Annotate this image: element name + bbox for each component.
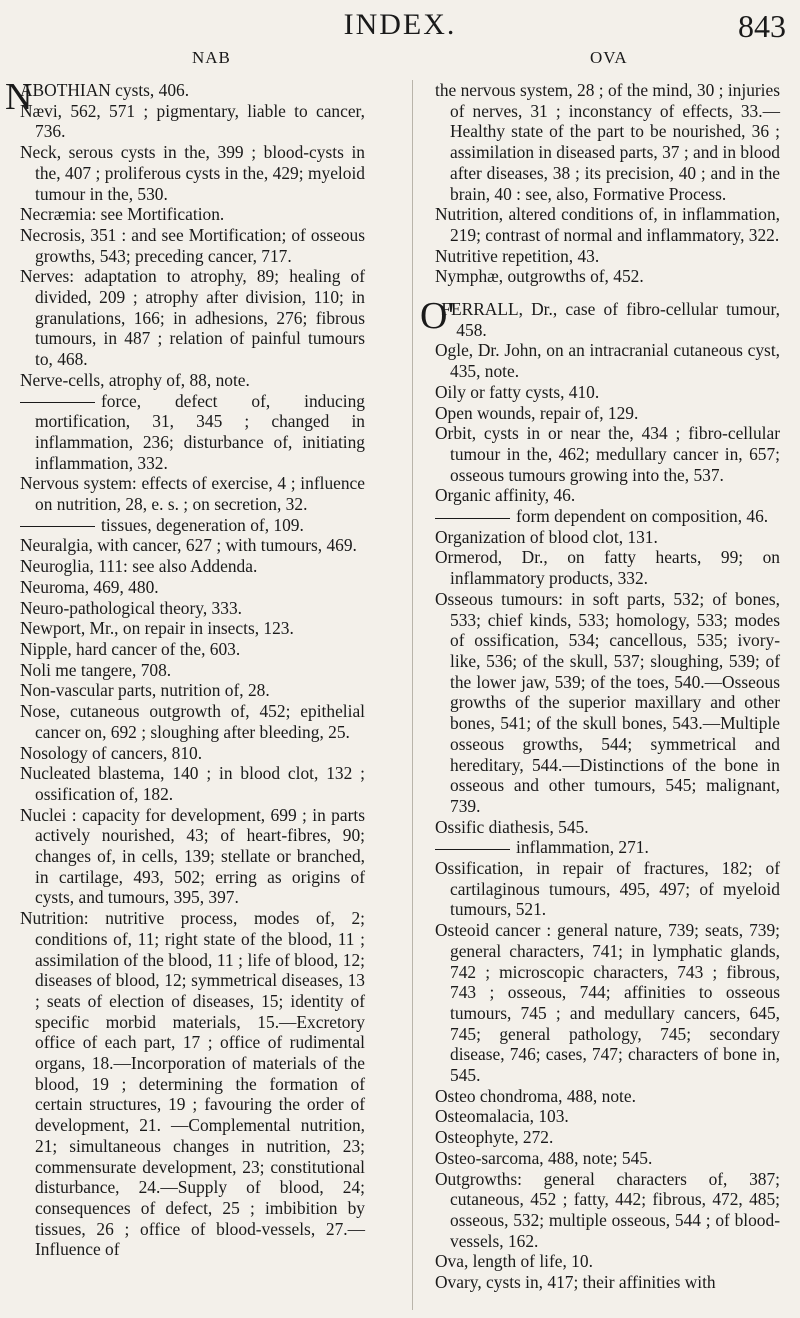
index-entry: Ogle, Dr. John, on an intracranial cutaneous cyst, 435, note.: [435, 340, 780, 382]
subentry-text: force, defect of, inducing mortification, 31, 345 ; changed in inflammation, 236; disturbance of, initiating inflammation, 332.: [35, 390, 365, 473]
index-entry: Non-vascular parts, nutrition of, 28.: [20, 680, 270, 701]
index-entry: Nerve-cells, atrophy of, 88, note.: [20, 369, 250, 390]
index-entry: Nutritive repetition, 43.: [435, 245, 600, 266]
index-entry: Nymphæ, outgrowths of, 452.: [435, 266, 644, 287]
index-entry: Ova, length of life, 10.: [435, 1251, 593, 1272]
ditto-dash: [435, 518, 510, 519]
index-entry: Nutrition: nutritive process, modes of, 2; conditions of, 11; right state of the blood, 11 ; assimilation of the blood, 11 ; life of blood, 12; diseases of blood, 12; symmetrical diseases, 13 ; seats of election of diseases, 15; identity of specific morbid materials, 15.—Excretory office of each part, 17 ; office of rudimental organs, 18.—Incorporation of materials of the blood, 19 ; determining the formation of certain structures, 19 ; favouring the order of development, 21. —Complemental nutrition, 21; simultaneous changes in nutrition, 23; commensurate development, 23; constitutional disturbance, 24.—Supply of blood, 24; consequences of defect, 25 ; imbibition by tissues, 26 ; office of blood-vessels, 27.—Influence of: [20, 908, 365, 1260]
index-entry: Nerves: adaptation to atrophy, 89; healing of divided, 209 ; atrophy after division, 110; in granulations, 166; in adhesions, 276; fibrous tumours, in 487 ; relation of painful tumours to, 468.: [20, 266, 365, 370]
index-entry: Nose, cutaneous outgrowth of, 452; epithelial cancer on, 692 ; sloughing after bleeding, 25.: [20, 701, 365, 742]
index-entry: Oily or fatty cysts, 410.: [435, 381, 600, 402]
index-entry: Outgrowths: general characters of, 387; cutaneous, 452 ; fatty, 442; fibrous, 472, 485; osseous, 532; multiple osseous, 544 ; of blood-vessels, 162.: [435, 1168, 780, 1251]
index-entry: Nævi, 562, 571 ; pigmentary, liable to cancer, 736.: [20, 100, 365, 142]
index-entry: Neuroma, 469, 480.: [20, 576, 159, 597]
ditto-dash: [20, 402, 95, 403]
left-running-head: NAB: [192, 48, 231, 67]
column-divider: [412, 80, 413, 1310]
index-entry: O'FERRALL, Dr., case of fibro-cellular tumour, 458.: [420, 295, 780, 340]
index-entry: Osteomalacia, 103.: [435, 1106, 569, 1127]
index-entry: Neck, serous cysts in the, 399 ; blood-cysts in the, 407 ; proliferous cysts in the, 429; myeloid tumour in the, 530.: [20, 142, 365, 204]
index-entry: Ormerod, Dr., on fatty hearts, 99; on inflammatory products, 332.: [435, 547, 780, 589]
index-entry: Open wounds, repair of, 129.: [435, 402, 639, 423]
index-entry: Noli me tangere, 708.: [20, 659, 172, 680]
index-entry: Ossific diathesis, 545.: [435, 816, 589, 837]
index-entry: Orbit, cysts in or near the, 434 ; fibro-cellular tumour in the, 462; medullary cancer in, 657; osseous tumours growing into the, 537.: [435, 423, 780, 485]
index-entry: Newport, Mr., on repair in insects, 123.: [20, 618, 294, 639]
subentry-text: inflammation, 271.: [516, 837, 649, 858]
right-column: [420, 80, 780, 1293]
left-column: [5, 76, 365, 1260]
page-header: [0, 8, 800, 48]
subentry-text: form dependent on composition, 46.: [516, 506, 769, 527]
letter-gap: [435, 287, 780, 299]
index-entry: Nervous system: effects of exercise, 4 ; influence on nutrition, 28, e. s. ; on secretion, 32.: [20, 473, 365, 515]
index-entry: Osteophyte, 272.: [435, 1127, 554, 1148]
page-number: 843: [738, 8, 786, 44]
index-entry: Nosology of cancers, 810.: [20, 742, 203, 763]
subentry-text: tissues, degeneration of, 109.: [101, 514, 304, 535]
index-entry: Nutrition, altered conditions of, in inflammation, 219; contrast of normal and inflammatory, 322.: [435, 204, 780, 245]
ditto-dash: [435, 849, 510, 850]
index-entry: Necrosis, 351 : and see Mortification; of osseous growths, 543; preceding cancer, 717.: [20, 224, 365, 266]
index-entry: Neuroglia, 111: see also Addenda.: [20, 556, 258, 577]
index-entry: Ovary, cysts in, 417; their affinities with: [435, 1272, 716, 1293]
index-subentry: [20, 391, 365, 474]
index-entry: Necræmia: see Mortification.: [20, 204, 225, 225]
ditto-dash: [20, 526, 95, 527]
index-entry: Osseous tumours: in soft parts, 532; of bones, 533; chief kinds, 533; homology, 533; modes of ossification, 534; cancellous, 535; ivory-like, 536; of the skull, 537; sloughing, 539; of the lower jaw, 539; of the toes, 540.—Osseous growths of the superior maxillary and other bones, 541; of the skull bones, 543.—Multiple osseous growths, 544; symmetrical and hereditary, 544.—Distinctions of the bone in osseous and other tumours, 545; malignant, 739.: [435, 588, 780, 816]
page-title: INDEX.: [343, 8, 457, 41]
index-entry: Nucleated blastema, 140 ; in blood clot, 132 ; ossification of, 182.: [20, 763, 365, 804]
index-entry: Osteo chondroma, 488, note.: [435, 1085, 636, 1106]
index-entry: Organization of blood clot, 131.: [435, 526, 658, 547]
index-entry: Neuralgia, with cancer, 627 ; with tumours, 469.: [20, 535, 357, 556]
index-entry: Ossification, in repair of fractures, 182; of cartilaginous tumours, 495, 497; of myeloid tumours, 521.: [435, 858, 780, 920]
index-subentry: [435, 837, 780, 858]
index-entry: Nipple, hard cancer of the, 603.: [20, 638, 241, 659]
index-entry: Neuro-pathological theory, 333.: [20, 597, 242, 618]
index-entry: Osteoid cancer : general nature, 739; seats, 739; general characters, 741; in lymphatic glands, 742 ; microscopic characters, 743 ; fibrous, 743 ; osseous, 744; affinities to osseous tumours, 745 ; and medullary cancers, 645, 745; general pathology, 745; secondary disease, 746; cases, 747; characters of bone in, 545.: [435, 920, 780, 1086]
index-subentry: [20, 515, 365, 536]
index-entry-continued: the nervous system, 28 ; of the mind, 30 ; injuries of nerves, 31 ; inconstancy of effects, 33.—Healthy state of the part to be nourished, 36 ; assimilation in diseased parts, 37 ; and in blood after diseases, 38 ; its precision, 40 ; and in the brain, 40 : see, also, Formative Process.: [435, 80, 780, 204]
right-running-head: OVA: [590, 48, 628, 67]
index-subentry: [435, 506, 780, 527]
index-entry: Nuclei : capacity for development, 699 ; in parts actively nourished, 43; of heart-fibres, 90; changes of, in cells, 139; stellate or branched, in cartilage, 493, 502; erring as origins of cysts, and tumours, 395, 397.: [20, 804, 365, 908]
index-entry: Organic affinity, 46.: [435, 485, 576, 506]
index-entry: Osteo-sarcoma, 488, note; 545.: [435, 1147, 653, 1168]
index-entry: NABOTHIAN cysts, 406.: [5, 76, 190, 118]
